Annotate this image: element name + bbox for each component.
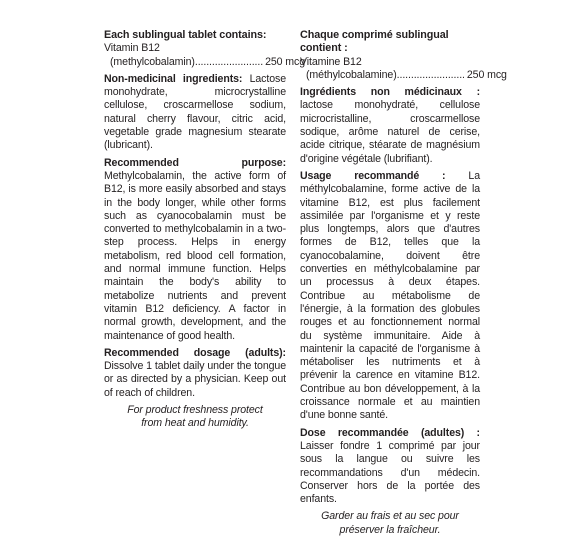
english-column <box>104 29 306 431</box>
nonmed-heading-en: Non-medicinal ingredients: <box>104 72 243 85</box>
storage-line1-fr: Garder au frais et au sec pour <box>321 510 459 523</box>
medicinal-ingredients-fr <box>300 29 507 82</box>
purpose-text-fr: La méthylcobalamine, forme active de la vitamine B12, est plus facilement assimilée par l'organisme et y reste plus longtemps, alors que d'autres formes de B12, telles que la cyanocobalamine, doivent être converties en méthylcobalamine par un processus à deux étapes. Contribue au métabolisme de l'énergie, à la formation des globules rouges et au fonctionnement normal du système immunitaire. Aide à maintenir la capacité de l'organisme à métaboliser les nutriments et à prévenir la carence en vitamine B12. Contribue au bon développement, à la croissance normale et au maintien d'une bonne santé. <box>300 169 481 422</box>
medicinal-row-fr <box>300 68 507 82</box>
dosage-heading-en: Recommended dosage (adults): <box>104 346 286 359</box>
purpose-text-en: Methylcobalamin, the active form of B12, is more easily absorbed and stays in the body longer, while other forms such as cyanocobalamin must be converted to methylcobalamin in a two-step process. Helps in energy metabolism, red blood cell formation, and normal immune function. Helps maintain the body's ability to metabolize nutrients and prevent vitamin B12 deficiency. A factor in normal growth, development, and the maintenance of good health. <box>104 169 286 342</box>
nonmed-text-en: Lactose monohydrate, microcrystalline cellulose, croscarmellose sodium, natural cherry flavour, citric acid, vegetable grade magnesium stearate (lubricant). <box>104 72 286 152</box>
purpose-heading-fr: Usage recommandé : <box>300 169 446 182</box>
storage-line1-en: For product freshness protect <box>127 404 263 417</box>
nonmed-heading-fr: Ingrédients non médicinaux : <box>300 86 480 99</box>
medicinal-ingredients-en <box>104 29 306 69</box>
recommended-purpose-en <box>104 157 286 343</box>
storage-line2-en: from heat and humidity. <box>141 417 249 430</box>
recommended-dosage-fr <box>300 427 480 507</box>
storage-note-fr <box>300 510 480 537</box>
nonmedicinal-ingredients-en <box>104 73 286 153</box>
medicinal-form-en: (methylcobalamin)........................ <box>110 55 264 68</box>
medicinal-form-fr: (méthylcobalamine)........................ <box>306 68 465 81</box>
storage-note-en <box>104 404 286 431</box>
medicinal-amount-fr: 250 mcg <box>466 68 507 81</box>
nonmed-text-fr: lactose monohydraté, cellulose microcristalline, croscarmellose sodique, arôme naturel de cerise, acide citrique, stéarate de magnésium d'origine végétale (lubrifiant). <box>300 99 480 165</box>
nonmedicinal-ingredients-fr <box>300 86 480 166</box>
dosage-text-fr: Laisser fondre 1 comprimé par jour sous la langue ou suivre les recommandations d'un médecin. Conserver hors de la portée des enfants. <box>300 439 480 506</box>
french-column <box>300 29 507 537</box>
medicinal-name-fr: Vitamine B12 <box>300 55 362 68</box>
recommended-purpose-fr <box>300 170 480 423</box>
purpose-heading-en: Recommended purpose: <box>104 156 286 169</box>
recommended-dosage-en <box>104 347 286 400</box>
dosage-heading-fr: Dose recommandée (adultes) : <box>300 426 480 439</box>
contains-heading-fr: Chaque comprimé sublingual contient : <box>300 29 449 55</box>
dosage-text-en: Dissolve 1 tablet daily under the tongue or as directed by a physician. Keep out of reach of children. <box>104 360 286 399</box>
medicinal-row-en <box>104 55 306 69</box>
medicinal-name-en: Vitamin B12 <box>104 42 160 55</box>
contains-heading-en: Each sublingual tablet contains: <box>104 29 267 41</box>
medicinal-amount-en: 250 mcg <box>265 55 306 68</box>
storage-line2-fr: préserver la fraîcheur. <box>339 523 441 536</box>
